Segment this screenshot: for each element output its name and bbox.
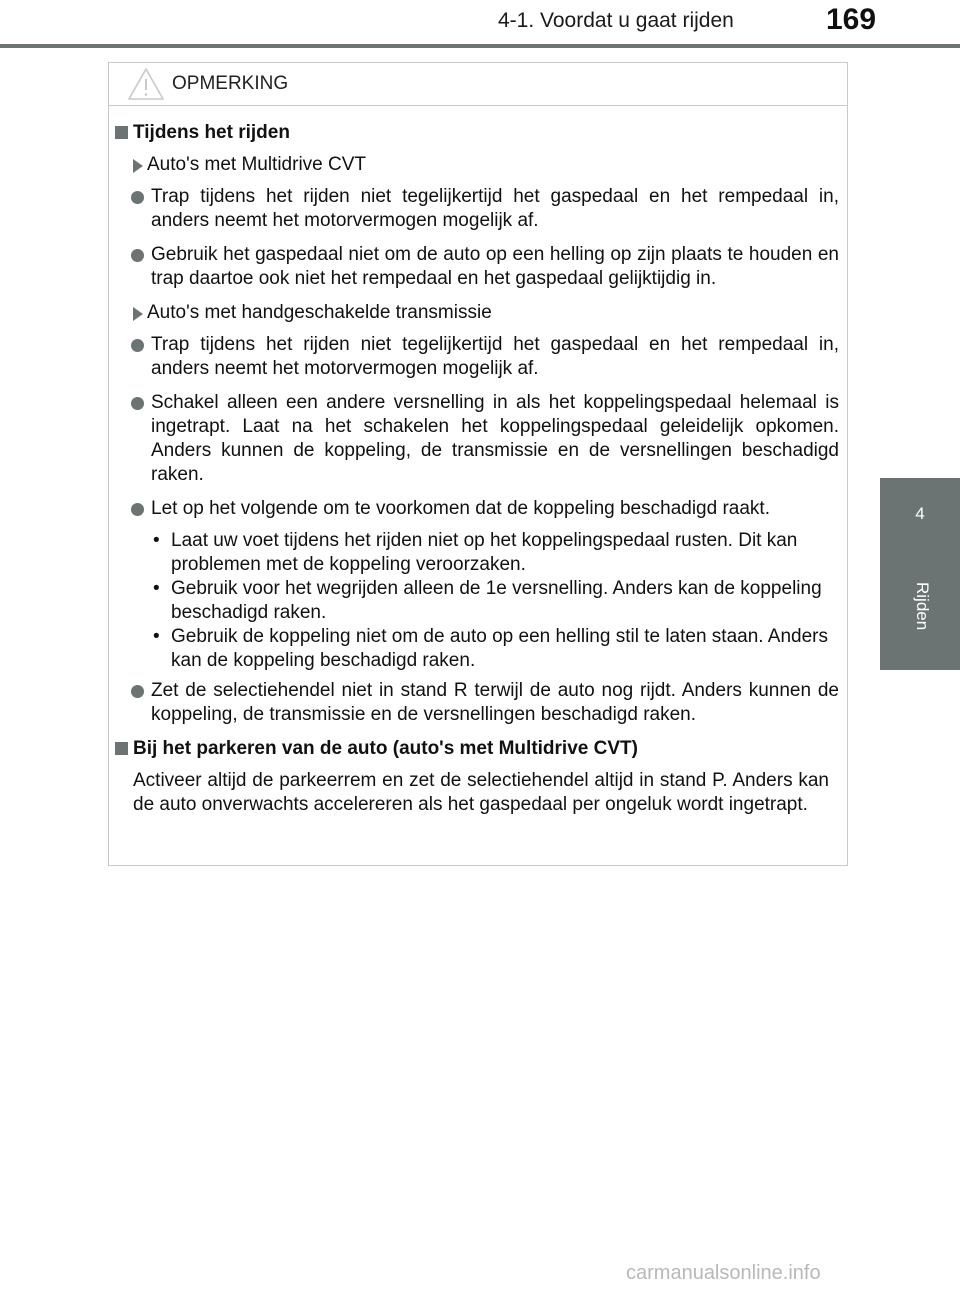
section-title (109, 121, 847, 145)
list-item-text: Gebruik het gaspedaal niet om de auto op een helling op zijn plaats te houden en trap daartoe ook niet het rempedaal en het gaspedaal gelijktijdig in. (151, 244, 839, 289)
chapter-side-tab (880, 478, 960, 670)
list-item (109, 185, 847, 233)
list-item (109, 391, 847, 487)
round-bullet-icon (131, 397, 144, 410)
sub-bullet-text: Laat uw voet tijdens het rijden niet op het koppelingspedaal rusten. Dit kan problemen met de koppeling veroorzaken. (171, 530, 798, 575)
list-item-text: Schakel alleen een andere versnelling in als het koppelingspedaal helemaal is ingetrapt. Laat na het schakelen het koppelingspedaal geleidelijk opkomen. Anders kunnen de koppeling, de transmissie en de versnellingen beschadigd raken. (151, 392, 839, 485)
triangle-bullet-icon (133, 307, 143, 321)
section-title (109, 737, 847, 761)
sub-bullet-list (109, 529, 847, 673)
round-bullet-icon (131, 249, 144, 262)
list-item-text: Trap tijdens het rijden niet tegelijkertijd het gaspedaal en het rempedaal in, anders neemt het motorvermogen mogelijk af. (151, 334, 839, 379)
note-content (109, 115, 847, 817)
list-item (109, 333, 847, 381)
triangle-bullet-icon (133, 159, 143, 173)
dot-bullet-icon: • (153, 530, 160, 551)
note-header (109, 63, 847, 106)
sub-bullet-item (109, 577, 847, 625)
list-item-text: Trap tijdens het rijden niet tegelijkertijd het gaspedaal en het rempedaal in, anders neemt het motorvermogen mogelijk af. (151, 186, 839, 231)
note-box (108, 62, 848, 866)
round-bullet-icon (131, 685, 144, 698)
list-item-text: Zet de selectiehendel niet in stand R terwijl de auto nog rijdt. Anders kunnen de koppeling, de transmissie en de versnellingen beschadigd raken. (151, 680, 839, 725)
square-bullet-icon (115, 126, 128, 139)
sub-bullet-text: Gebruik de koppeling niet om de auto op een helling stil te laten staan. Anders kan de koppeling beschadigd raken. (171, 626, 828, 671)
subheading (109, 153, 847, 177)
page-number: 169 (826, 3, 877, 36)
square-bullet-icon (115, 742, 128, 755)
sub-bullet-text: Gebruik voor het wegrijden alleen de 1e versnelling. Anders kan de koppeling beschadigd raken. (171, 578, 822, 623)
note-title: OPMERKING (172, 73, 289, 94)
section-title-text: Bij het parkeren van de auto (auto's met Multidrive CVT) (133, 738, 638, 759)
sub-bullet-item (109, 625, 847, 673)
subheading-text: Auto's met Multidrive CVT (147, 154, 367, 175)
list-item (109, 679, 847, 727)
round-bullet-icon (131, 503, 144, 516)
warning-triangle-icon (127, 67, 165, 101)
dot-bullet-icon: • (153, 578, 160, 599)
chapter-number: 4 (915, 504, 925, 523)
page-section-header: 4-1. Voordat u gaat rijden (498, 9, 734, 32)
paragraph: Activeer altijd de parkeerrem en zet de selectiehendel altijd in stand P. Anders kan de auto onverwachts accelereren als het gaspedaal per ongeluk wordt ingetrapt. (133, 770, 829, 815)
round-bullet-icon (131, 339, 144, 352)
dot-bullet-icon: • (153, 626, 160, 647)
round-bullet-icon (131, 191, 144, 204)
list-item (109, 497, 847, 521)
list-item (109, 243, 847, 291)
sub-bullet-item (109, 529, 847, 577)
section-title-text: Tijdens het rijden (133, 122, 290, 143)
header-rule (0, 44, 960, 48)
subheading (109, 301, 847, 325)
footer-watermark: carmanualsonline.info (626, 1262, 821, 1284)
chapter-label: Rijden (913, 582, 932, 631)
list-item-text: Let op het volgende om te voorkomen dat de koppeling beschadigd raakt. (151, 498, 770, 519)
subheading-text: Auto's met handgeschakelde transmissie (147, 302, 492, 323)
